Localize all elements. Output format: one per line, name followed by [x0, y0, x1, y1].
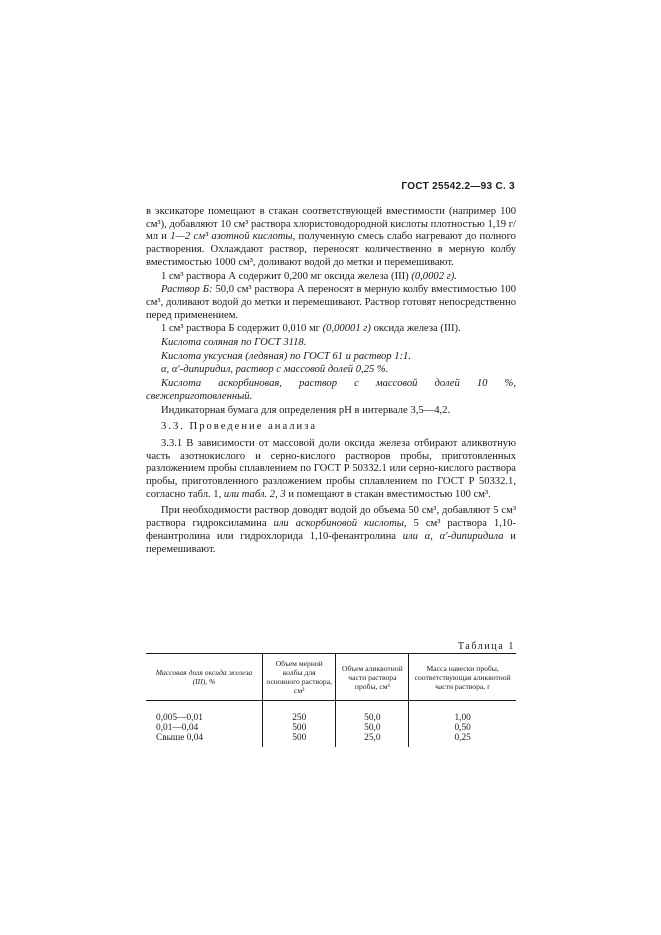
- text-run-italic: 1—2 см³ азотной кислоты,: [170, 231, 296, 243]
- header-sample-mass: Масса навески пробы, соответствующая аликвотной части раствора, г: [409, 654, 516, 701]
- table-cell: 0,50: [409, 723, 516, 733]
- text-run-italic: или α, α'-дипиридила: [402, 530, 504, 542]
- text-run-italic: (0,00001 г): [322, 323, 371, 335]
- text-run-italic: Раствор Б:: [161, 284, 213, 296]
- text-run-italic: или табл. 2, 3: [223, 488, 286, 500]
- reagent-ascorbic-acid: Кислота аскорбиновая, раствор с массовой долей 10 %, свежеприготовленный.: [146, 378, 516, 402]
- table-cell: 500: [263, 723, 336, 733]
- text-run: и помещают в стакан вместимостью 100 см³.: [285, 488, 491, 500]
- text-run-italic: или аскорбиновой кислоты,: [273, 518, 407, 530]
- reagent-hydrochloric-acid: Кислота соляная по ГОСТ 3118.: [161, 337, 307, 349]
- paragraph-reagent-addition: [146, 505, 516, 556]
- paragraph-solution-b-content: [146, 323, 516, 336]
- paragraph-solution-b: [146, 284, 516, 322]
- table-cell: Свыше 0,04: [156, 733, 204, 743]
- table-row: [146, 701, 516, 724]
- paragraph-solution-a-content: [146, 271, 516, 284]
- paragraph-preparation: [146, 206, 516, 270]
- table-row: [146, 723, 516, 733]
- text-run: оксида железа (III).: [370, 323, 461, 335]
- text-run: 1 см³ раствора Б содержит 0,010 мг: [161, 323, 323, 335]
- table-cell: 0,25: [409, 733, 516, 747]
- header-mass-fraction: Массовая доля оксида железа (III), %: [146, 654, 263, 701]
- reagent-dipyridyl: α, α'-дипиридил, раствор с массовой долей 0,25 %.: [161, 364, 389, 376]
- table-1: [146, 653, 516, 747]
- table-row: [146, 733, 516, 747]
- table-cell: 25,0: [336, 733, 409, 747]
- table-cell: 0,005—0,01: [156, 713, 203, 723]
- paragraph-3-3-1: [146, 438, 516, 502]
- text-run-italic: (0,0002 г).: [411, 270, 457, 282]
- header-aliquot-volume: Объем аликвотной части раствора пробы, см³: [336, 654, 409, 701]
- table-cell: 250: [263, 701, 336, 724]
- text-run: в эксикаторе помещают в стакан соответствующей вместимости (например 100 см³), добавляют 10 см³ раствора хлористоводородной кислоты плотностью 1,19 г/мл и: [146, 206, 516, 243]
- section-heading-3-3: 3.3. Проведение анализа: [161, 421, 318, 433]
- table-cell: 1,00: [409, 701, 516, 724]
- table-cell: 500: [263, 733, 336, 747]
- body-text: [146, 206, 516, 557]
- reagent-indicator-paper: Индикаторная бумага для определения рН в интервале 3,5—4,2.: [161, 404, 451, 416]
- text-run: полученную смесь слабо нагревают до полного растворения. Охлаждают раствор, переносят количественно в мерную колбу вместимостью 1000 см³, доливают водой до метки и перемешивают.: [146, 231, 516, 268]
- table-cell: 50,0: [336, 723, 409, 733]
- text-run: 1 см³ раствора А содержит 0,200 мг оксида железа (III): [161, 270, 412, 282]
- text-run: и перемешивают.: [146, 530, 516, 555]
- table-header-row: [146, 654, 516, 701]
- header-flask-volume: Объем мерной колбы для основного раствора, см³: [263, 654, 336, 701]
- table-cell: 0,01—0,04: [156, 723, 199, 733]
- page-header: ГОСТ 25542.2—93 С. 3: [401, 181, 515, 192]
- table-cell: 50,0: [336, 701, 409, 724]
- reagent-acetic-acid: Кислота уксусная (ледяная) по ГОСТ 61 и раствор 1:1.: [161, 350, 411, 362]
- table-caption: Таблица 1: [457, 641, 515, 652]
- text-run: 50,0 см³ раствора А переносят в мерную колбу вместимостью 100 см³, доливают водой до метки и перемешивают. Раствор готовят непосредственно перед применением.: [146, 284, 516, 321]
- text-run: При необходимости раствор доводят водой до объема 50 см³, добавляют 5 см³ раствора гидроксиламина: [146, 505, 516, 530]
- text-run: 3.3.1 В зависимости от массовой доли оксида железа отбирают аликвотную часть азотнокислого и серно-кислого растворов пробы, приготовленных разложением пробы сплавлением по ГОСТ Р 50332.1 или серно-кислого раствора пробы, приготовленного разложением пробы сплавлением по ГОСТ Р 50332.1, согласно табл. 1,: [146, 437, 516, 500]
- text-run: 5 см³ раствора 1,10-фенантролина или гидрохлорида 1,10-фенантролина: [146, 518, 516, 542]
